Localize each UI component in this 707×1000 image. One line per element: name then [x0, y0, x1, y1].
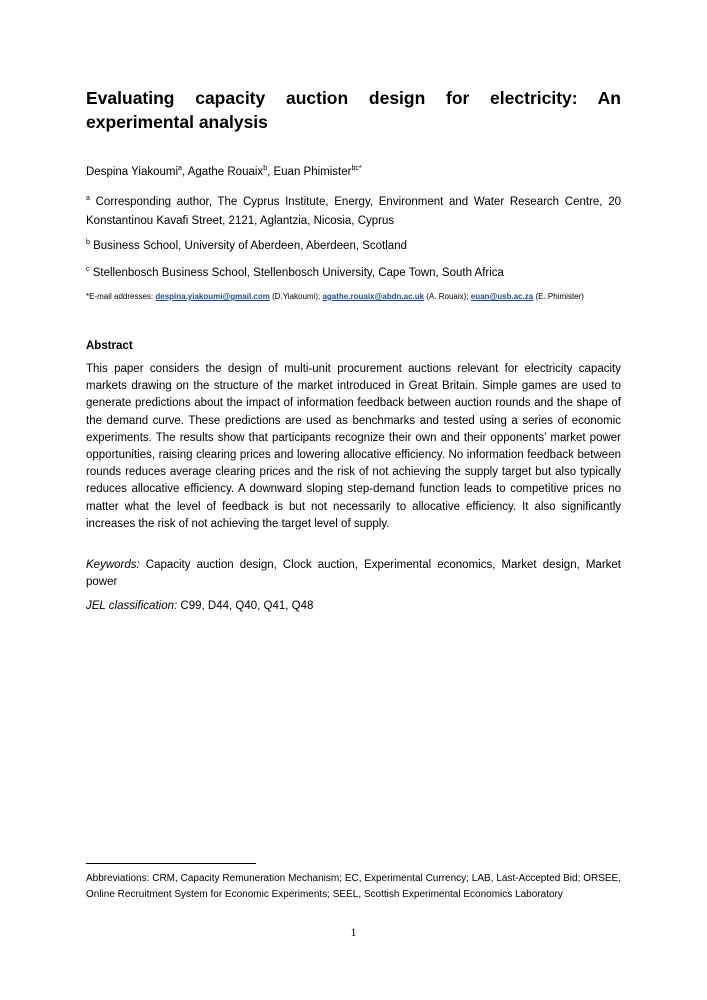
- affiliation-mark: b: [86, 239, 90, 247]
- footnote-abbreviations: Abbreviations: CRM, Capacity Remuneration Mechanism; EC, Experimental Currency; LAB, Last-Accepted Bid; ORSEE, Online Recruitment System for Economic Experiments; SEEL, Scottish Experimental Economics Laboratory: [86, 873, 621, 900]
- affiliation-c: [86, 264, 621, 283]
- author-affiliation-mark: b: [263, 165, 268, 173]
- email-note: (E. Phimister): [533, 292, 584, 301]
- page-number: 1: [350, 927, 357, 939]
- keywords-label: Keywords:: [86, 559, 140, 571]
- jel-codes: C99, D44, Q40, Q41, Q48: [177, 600, 314, 612]
- email-note: (D.Yiakoumi);: [269, 292, 323, 301]
- affiliation-text: Corresponding author, The Cyprus Institute, Energy, Environment and Water Research Centre, 20 Konstantinou Kavafi Street, 2121, Aglantzia, Nicosia, Cyprus: [86, 196, 621, 227]
- affiliation-text: Stellenbosch Business School, Stellenbosch University, Cape Town, South Africa: [92, 267, 504, 279]
- author-separator: ,: [267, 166, 274, 178]
- affiliation-mark: c: [86, 266, 90, 274]
- email-prefix: *E-mail addresses:: [86, 292, 156, 301]
- author-name: Euan Phimister: [273, 166, 352, 178]
- jel-label: JEL classification:: [86, 600, 178, 612]
- affiliation-mark: a: [86, 195, 90, 203]
- author-name: Agathe Rouaix: [187, 166, 264, 178]
- author-affiliation-mark: bc*: [351, 165, 362, 173]
- email-link-yiakoumi[interactable]: despina.yiakoumi@gmail.com: [155, 292, 270, 301]
- jel-classification: [86, 598, 621, 615]
- affiliation-text: Business School, University of Aberdeen, Aberdeen, Scotland: [93, 240, 407, 252]
- author-list: [86, 165, 621, 180]
- keywords-text: Capacity auction design, Clock auction, Experimental economics, Market design, Market power: [86, 559, 621, 588]
- author-separator: ,: [181, 166, 188, 178]
- paper-title: Evaluating capacity auction design for electricity: An experimental analysis: [86, 88, 621, 132]
- author-name: Despina Yiakoumi: [86, 166, 179, 178]
- footnote-rule: [86, 863, 256, 864]
- abstract-heading: Abstract: [86, 340, 133, 352]
- abstract-text: This paper considers the design of multi-unit procurement auctions relevant for electricity capacity markets drawing on the structure of the market introduced in Great Britain. Simple games are used to generate predictions about the impact of information feedback between auction rounds and the shape of the demand curve. These predictions are used as benchmarks and tested using a series of economic experiments. The results show that participants recognize their own and their opponents’ market power opportunities, raising clearing prices and lowering allocative efficiency. No information feedback between rounds reduces average clearing prices and the risk of not achieving the supply target but also typically reduces allocative efficiency. A downward sloping step-demand function leads to competitive prices no matter what the level of feedback is but not necessarily to allocative efficiency. It also significantly increases the risk of not achieving the target level of supply.: [86, 363, 621, 530]
- email-link-phimister[interactable]: euan@usb.ac.za: [470, 292, 534, 301]
- email-link-rouaix[interactable]: agathe.rouaix@abdn.ac.uk: [322, 292, 425, 301]
- affiliation-a: [86, 193, 621, 231]
- author-affiliation-mark: a: [178, 165, 182, 173]
- email-note: (A. Rouaix);: [424, 292, 471, 301]
- email-addresses: [86, 291, 621, 303]
- affiliation-b: [86, 237, 621, 256]
- keywords: [86, 557, 621, 591]
